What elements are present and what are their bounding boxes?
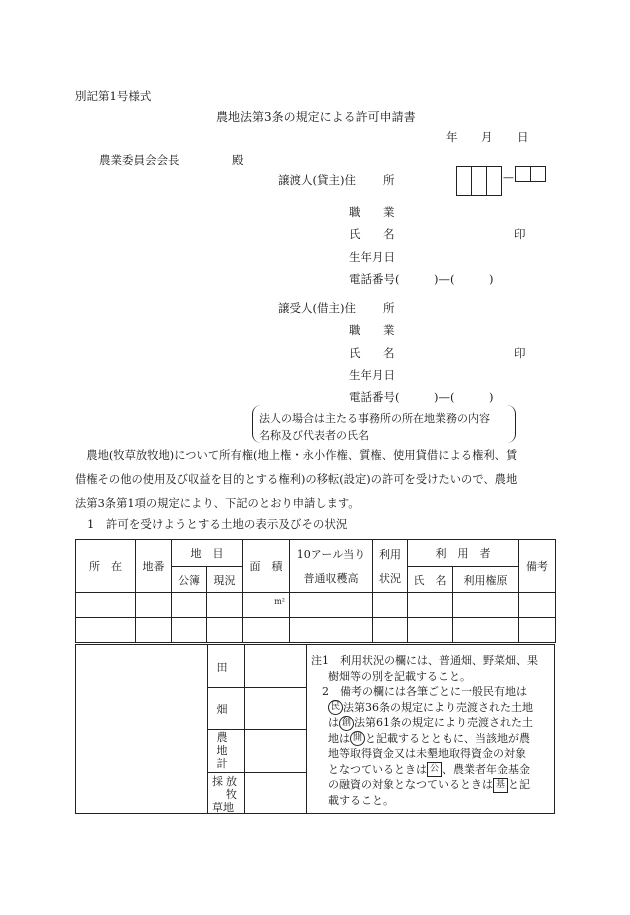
transferor-name-label-1: 氏 xyxy=(349,227,361,241)
cell-location[interactable] xyxy=(76,593,136,618)
transferor-phone-label: 電話番号( )—( ) xyxy=(349,272,494,286)
section-1-heading: 1 許可を受けようとする土地の表示及びその状況 xyxy=(87,517,348,531)
header-usage-line1: 利用 xyxy=(379,548,401,561)
cell-registry[interactable] xyxy=(172,618,207,643)
summary-field-label: 畑 xyxy=(216,703,228,716)
cell-actual[interactable] xyxy=(207,618,243,643)
note-text: 地は xyxy=(328,731,350,745)
mark-kai-icon: 開 xyxy=(350,731,365,746)
divider xyxy=(207,772,306,773)
farmland-total-char: 計 xyxy=(216,757,228,770)
header-user-name: 氏 名 xyxy=(408,567,453,593)
header-lot-number: 地番 xyxy=(136,540,172,593)
transferee-address-suffix: 所 xyxy=(383,301,395,315)
note-2-line2 xyxy=(311,700,551,716)
transferor-role: 譲渡人(貸主)住 xyxy=(278,173,356,187)
cell-registry[interactable] xyxy=(172,593,207,618)
note-text: と記 xyxy=(508,778,530,791)
transferee-occupation-label-1: 職 xyxy=(349,323,361,337)
header-user: 利 用 者 xyxy=(408,540,519,567)
farmland-total-char: 農 xyxy=(216,731,228,744)
note-2-line5: 地等取得資金又は未墾地取得資金の対象 xyxy=(328,747,526,760)
note-text: 法第61条の規定により売渡された土 xyxy=(354,716,533,729)
date-month-label: 月 xyxy=(481,130,493,144)
cell-yield[interactable] xyxy=(290,618,373,643)
transferee-birthdate-label: 生年月日 xyxy=(349,368,395,382)
cell-yield[interactable] xyxy=(290,593,373,618)
note-text: となつているときは xyxy=(328,762,427,776)
transferor-address-suffix: 所 xyxy=(383,173,395,187)
transferee-name-label-2: 名 xyxy=(383,346,395,360)
date-year-label: 年 xyxy=(446,130,458,144)
addressee: 農業委員会会長 xyxy=(99,153,180,167)
postal-box-5[interactable] xyxy=(530,166,546,182)
note-1-line2: 樹畑等の別を記載すること。 xyxy=(328,669,471,683)
transferor-occupation-label-2: 業 xyxy=(383,205,395,219)
cell-area[interactable] xyxy=(243,593,290,618)
cell-actual[interactable] xyxy=(207,593,243,618)
header-yield-line1: 10アール当り xyxy=(296,548,366,561)
header-yield-line2: 普通収穫高 xyxy=(303,572,359,585)
divider xyxy=(207,687,306,688)
note-2-line8: 載すること。 xyxy=(328,793,394,807)
header-land-category: 地 目 xyxy=(172,540,243,567)
corporate-note-line1: 法人の場合は主たる事務所の所在地業務の内容 xyxy=(259,412,490,425)
transferee-name-label-1: 氏 xyxy=(349,346,361,360)
divider xyxy=(306,645,307,813)
cell-area[interactable] xyxy=(243,618,290,643)
header-usage xyxy=(373,540,408,593)
form-number: 別記第1号様式 xyxy=(75,89,152,103)
pasture-char: 放 xyxy=(226,775,237,788)
postal-box-3[interactable] xyxy=(486,166,502,196)
cell-usage[interactable] xyxy=(373,593,408,618)
note-text: の融資の対象となつているときは xyxy=(328,778,493,791)
application-statement xyxy=(75,444,553,516)
note-1-line1: 注1 利用状況の欄には、普通畑、野菜畑、果 xyxy=(311,654,538,667)
cell-user-right[interactable] xyxy=(453,593,519,618)
transferor-occupation-label-1: 職 xyxy=(349,205,361,219)
area-unit: m² xyxy=(274,597,285,606)
farmland-total-char: 地 xyxy=(216,744,228,757)
table-row xyxy=(76,618,556,643)
statement-line-3: 法第3条第1項の規定により、下記のとおり申請します。 xyxy=(75,497,360,510)
summary-notes-box xyxy=(75,644,555,814)
header-registry: 公簿 xyxy=(172,567,207,593)
note-2-line1: 2 備考の欄には各筆ごとに一般民有地は xyxy=(322,685,527,698)
summary-pasture-label xyxy=(207,774,244,814)
mark-kou-icon: 公 xyxy=(427,762,442,777)
cell-lot[interactable] xyxy=(136,618,172,643)
cell-usage[interactable] xyxy=(373,618,408,643)
pasture-char: 牧 xyxy=(226,788,237,801)
note-text: と記載するとともに、当該地が農 xyxy=(365,731,530,745)
transferee-phone-label: 電話番号( )—( ) xyxy=(349,390,494,404)
divider xyxy=(207,729,306,730)
header-location: 所 在 xyxy=(76,540,136,593)
postal-box-4[interactable] xyxy=(515,166,531,182)
header-usage-line2: 状況 xyxy=(379,572,401,585)
cell-remarks[interactable] xyxy=(519,593,556,618)
note-2-line4 xyxy=(311,731,551,747)
statement-line-1: 農地(牧草放牧地)について所有権(地上権・永小作権、質権、使用貸借による権利、賃 xyxy=(75,449,518,462)
note-text: は xyxy=(328,716,339,729)
land-table xyxy=(75,539,556,643)
transferor-name-label-2: 名 xyxy=(383,227,395,241)
statement-line-2: 借権その他の使用及び収益を目的とする権利)の移転(設定)の許可を受けたいので、農地 xyxy=(75,473,518,486)
transferee-seal: 印 xyxy=(514,346,526,360)
transferee-role: 譲受人(借主)住 xyxy=(278,301,356,315)
mark-min-icon: 民 xyxy=(328,700,343,715)
summary-farmland-total-label xyxy=(207,731,237,770)
transferee-occupation-label-2: 業 xyxy=(383,323,395,337)
header-area: 面 積 xyxy=(243,540,290,593)
postal-box-2[interactable] xyxy=(471,166,487,196)
header-actual: 現況 xyxy=(207,567,243,593)
corporate-note-line2: 名称及び代表者の氏名 xyxy=(259,429,369,442)
cell-location[interactable] xyxy=(76,618,136,643)
cell-user-name[interactable] xyxy=(408,618,453,643)
postal-box-1[interactable] xyxy=(456,166,472,196)
mark-ki-icon: 基 xyxy=(493,778,508,793)
cell-user-right[interactable] xyxy=(453,618,519,643)
header-yield xyxy=(290,540,373,593)
pasture-char: 採 xyxy=(212,775,223,788)
header-user-right: 利用権原 xyxy=(453,567,519,593)
cell-remarks[interactable] xyxy=(519,618,556,643)
document-title: 農地法第3条の規定による許可申請書 xyxy=(216,110,416,124)
date-day-label: 日 xyxy=(517,130,529,144)
notes-block xyxy=(311,653,551,808)
note-text: 、農業者年金基金 xyxy=(442,762,530,776)
cell-lot[interactable] xyxy=(136,593,172,618)
summary-paddy-label: 田 xyxy=(216,661,228,674)
cell-user-name[interactable] xyxy=(408,593,453,618)
note-2-line3 xyxy=(311,715,551,731)
postal-dash: — xyxy=(503,171,514,184)
note-2-line6 xyxy=(311,762,551,778)
note-text: 法第36条の規定により売渡された土地 xyxy=(343,700,533,714)
table-row xyxy=(76,593,556,618)
transferor-birthdate-label: 生年月日 xyxy=(349,250,395,264)
header-remarks: 備考 xyxy=(519,540,556,593)
transferor-seal: 印 xyxy=(514,227,526,241)
mark-so-icon: 創 xyxy=(339,716,354,731)
pasture-char: 草地 xyxy=(212,801,234,814)
honorific: 殿 xyxy=(232,153,244,167)
note-2-line7 xyxy=(311,777,551,793)
